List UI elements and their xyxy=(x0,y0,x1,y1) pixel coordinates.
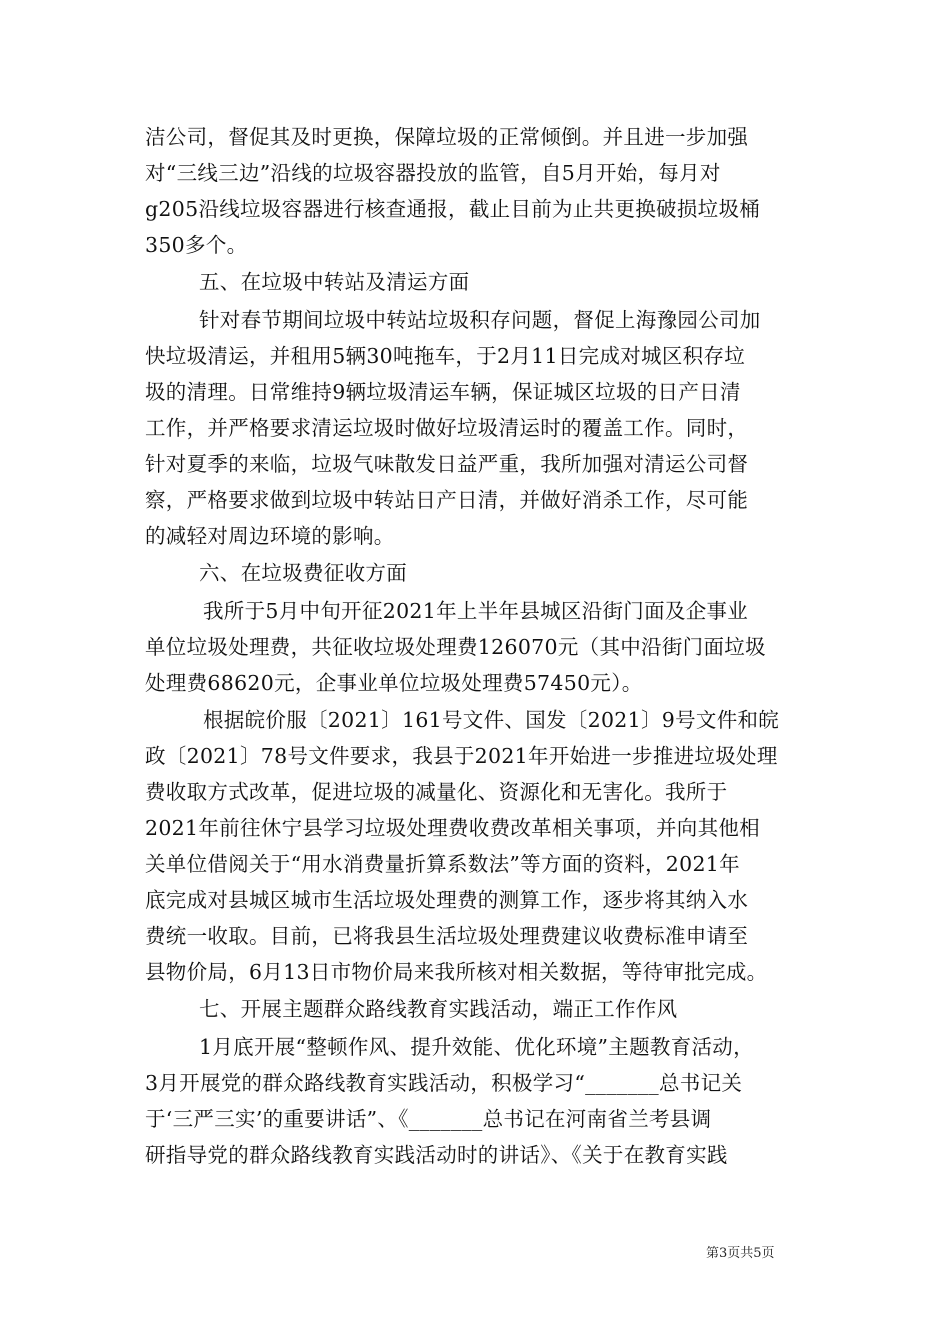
body-text-line: 2021年前往休宁县学习垃圾处理费收费改革相关事项，并向其他相 xyxy=(145,816,760,840)
body-text-line: 圾的清理。日常维持9辆垃圾清运车辆，保证城区垃圾的日产日清 xyxy=(145,380,741,404)
body-text-line: 察，严格要求做到垃圾中转站日产日清，并做好消杀工作，尽可能 xyxy=(145,488,749,512)
section-heading-7: 七、开展主题群众路线教育实践活动，端正工作作风 xyxy=(199,997,678,1021)
body-text-line: 的减轻对周边环境的影响。 xyxy=(145,524,395,548)
body-text-line: 洁公司，督促其及时更换，保障垃圾的正常倾倒。并且进一步加强 xyxy=(145,125,749,149)
page-number-footer: 第3页共5页 xyxy=(706,1246,775,1261)
body-text-line: 研指导党的群众路线教育实践活动时的讲话》、《关于在教育实践 xyxy=(145,1143,728,1167)
body-text-line: 350多个。 xyxy=(145,233,248,257)
body-text-line: g205沿线垃圾容器进行核查通报，截止目前为止共更换破损垃圾桶 xyxy=(145,197,761,221)
body-text-line: 县物价局，6月13日市物价局来我所核对相关数据，等待审批完成。 xyxy=(145,960,768,984)
body-text-line: 工作，并严格要求清运垃圾时做好垃圾清运时的覆盖工作。同时， xyxy=(145,416,749,440)
section-heading-5: 五、在垃圾中转站及清运方面 xyxy=(199,270,470,294)
body-text-line: 3月开展党的群众路线教育实践活动，积极学习“_______总书记关 xyxy=(145,1071,743,1095)
body-text-line: 费统一收取。目前，已将我县生活垃圾处理费建议收费标准申请至 xyxy=(145,924,749,948)
section-heading-6: 六、在垃圾费征收方面 xyxy=(199,561,407,585)
body-text-line: 快垃圾清运，并租用5辆30吨拖车，于2月11日完成对城区积存垃 xyxy=(145,344,746,368)
body-text-line: 于‘三严三实’的重要讲话”、《_______总书记在河南省兰考县调 xyxy=(145,1107,712,1131)
body-text-line: 关单位借阅关于“用水消费量折算系数法”等方面的资料，2021年 xyxy=(145,852,740,876)
body-text-line: 单位垃圾处理费，共征收垃圾处理费126070元（其中沿街门面垃圾 xyxy=(145,635,766,659)
body-text-line: 1月底开展“整顿作风、提升效能、优化环境”主题教育活动， xyxy=(199,1035,754,1059)
body-text-line: 底完成对县城区城市生活垃圾处理费的测算工作，逐步将其纳入水 xyxy=(145,888,749,912)
body-text-line: 政〔2021〕78号文件要求，我县于2021年开始进一步推进垃圾处理 xyxy=(145,744,778,768)
body-text-line: 处理费68620元，企事业单位垃圾处理费57450元）。 xyxy=(145,671,643,695)
body-text-line: 针对春节期间垃圾中转站垃圾积存问题，督促上海豫园公司加 xyxy=(199,308,761,332)
body-text-line: 对“三线三边”沿线的垃圾容器投放的监管，自5月开始，每月对 xyxy=(145,161,721,185)
body-text-line: 根据皖价服〔2021〕161号文件、国发〔2021〕9号文件和皖 xyxy=(203,708,780,732)
body-text-line: 针对夏季的来临，垃圾气味散发日益严重，我所加强对清运公司督 xyxy=(145,452,749,476)
body-text-line: 我所于5月中旬开征2021年上半年县城区沿街门面及企事业 xyxy=(203,599,749,623)
body-text-line: 费收取方式改革，促进垃圾的减量化、资源化和无害化。我所于 xyxy=(145,780,728,804)
